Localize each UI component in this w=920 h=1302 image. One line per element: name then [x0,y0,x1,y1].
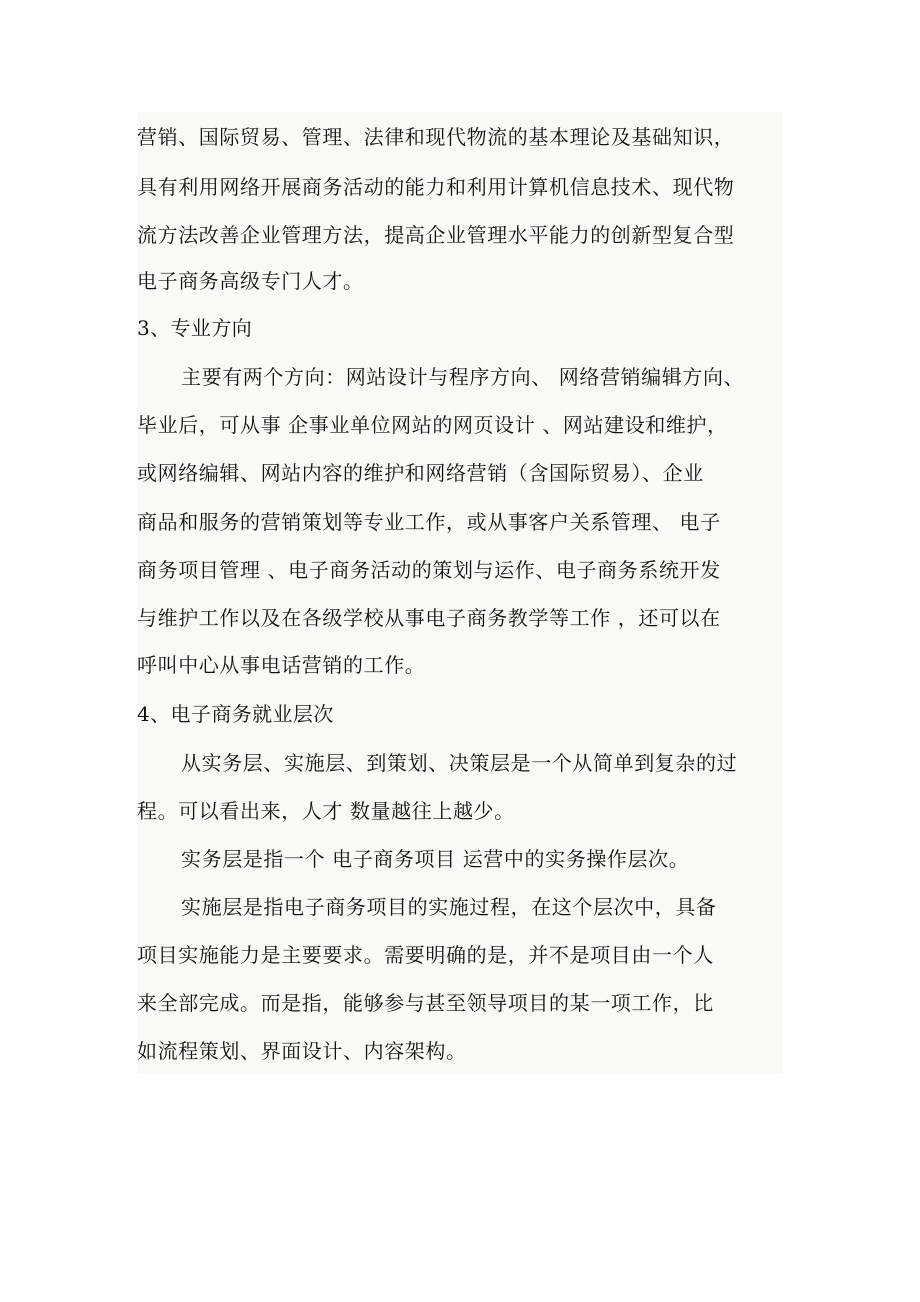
section3-line-6: 与维护工作以及在各级学校从事电子商务教学等工作 ，还可以在 [137,606,721,630]
section3-heading: 3、专业方向 [137,316,253,340]
document-text-block [137,112,783,1074]
intro-line-3: 流方法改善企业管理方法，提高企业管理水平能力的创新型复合型 [137,223,735,247]
section4-para1-line-1: 从实务层、实施层、到策划、决策层是一个从简单到复杂的过 [181,751,738,775]
section4-para3-line-3: 来全部完成。而是指，能够参与甚至领导项目的某一项工作，比 [137,991,714,1015]
section4-para3-line-4: 如流程策划、界面设计、内容架构。 [137,1039,467,1063]
section4-para3-line-2: 项目实施能力是主要要求。需要明确的是，并不是项目由一个人 [137,943,714,967]
section3-line-4: 商品和服务的营销策划等专业工作，或从事客户关系管理、 电子 [137,510,721,534]
section3-line-5: 商务项目管理 、电子商务活动的策划与运作、电子商务系统开发 [137,558,721,582]
section4-para2-line-1: 实务层是指一个 电子商务项目 运营中的实务操作层次。 [181,847,690,871]
section3-line-1: 主要有两个方向：网站设计与程序方向、 网络营销编辑方向、 [181,365,745,389]
section4-para1-line-2: 程。可以看出来，人才 数量越往上越少。 [137,799,515,823]
intro-line-1: 营销、国际贸易、管理、法律和现代物流的基本理论及基础知识， [137,125,735,149]
section3-line-2: 毕业后，可从事 企事业单位网站的网页设计 、网站建设和维护， [137,413,728,437]
section3-line-3: 或网络编辑、网站内容的维护和网络营销（含国际贸易）、企业 [137,461,704,485]
intro-line-2: 具有利用网络开展商务活动的能力和利用计算机信息技术、现代物 [137,175,735,199]
section4-para3-line-1: 实施层是指电子商务项目的实施过程，在这个层次中，具备 [181,895,717,919]
section3-line-7: 呼叫中心从事电话营销的工作。 [137,653,426,677]
intro-line-4: 电子商务高级专门人才。 [137,269,364,293]
section4-heading: 4、电子商务就业层次 [137,702,334,726]
